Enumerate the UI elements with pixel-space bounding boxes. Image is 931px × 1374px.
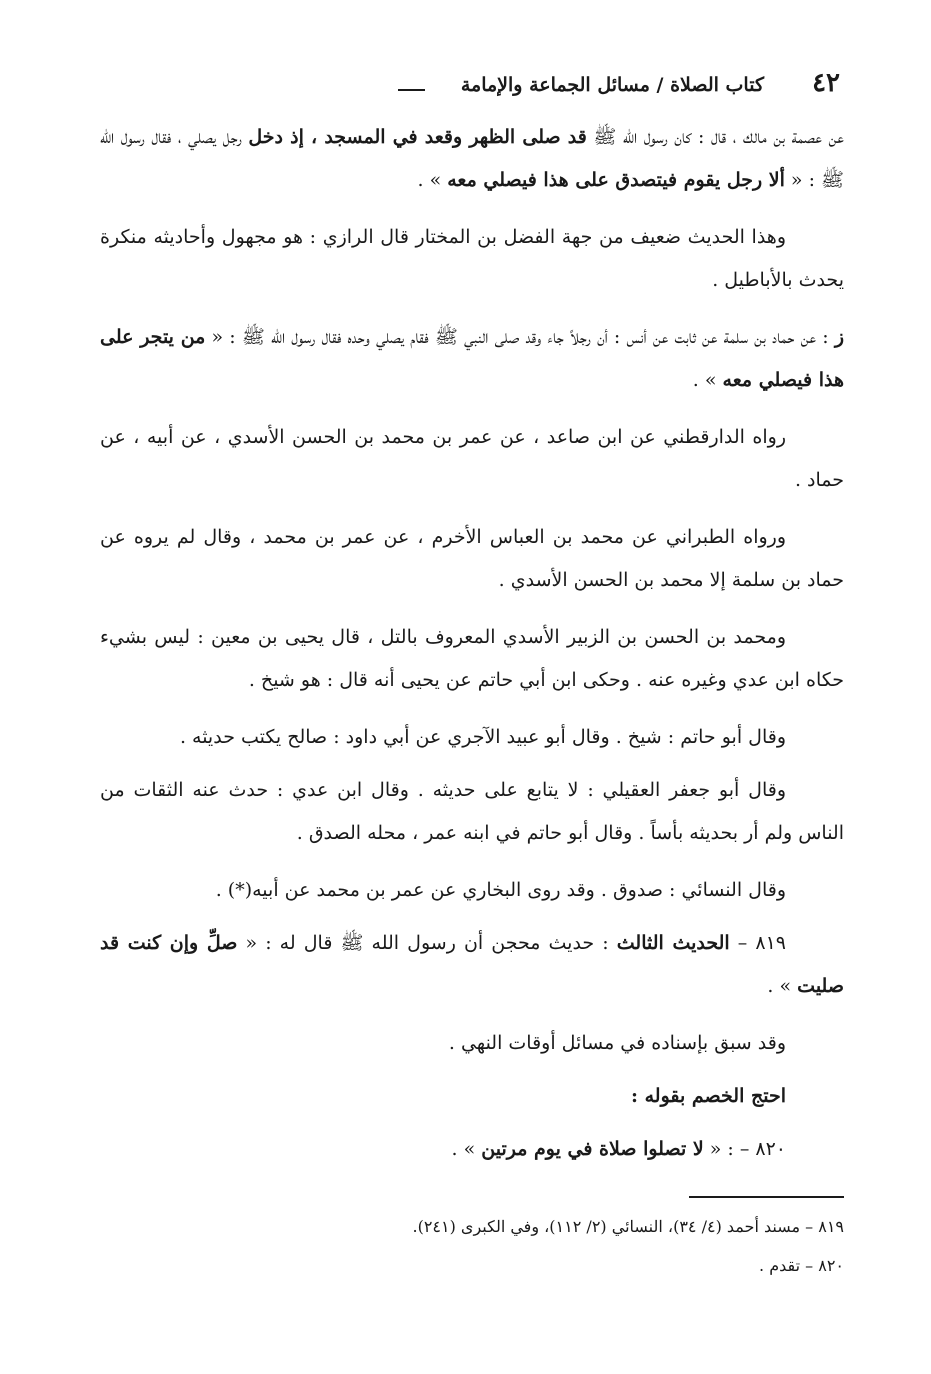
bold-quote: لا تصلوا صلاة في يوم مرتين	[481, 1138, 704, 1160]
bold-text: قد صلى الظهر وقعد في المسجد ، إذ دخل	[248, 126, 587, 148]
text-run: » .	[451, 1138, 482, 1160]
paragraph-5: ورواه الطبراني عن محمد بن العباس الأخرم ، عن عمر بن محمد ، وقال لم يروه عن حماد بن سلمة إلا محمد بن الحسن الأسدي .	[100, 526, 844, 591]
paragraph-11: وقد سبق بإسناده في مسائل أوقات النهي .	[448, 1032, 786, 1054]
text-run: » .	[692, 369, 723, 391]
paragraph-1	[100, 116, 844, 202]
footnote-820: ٨٢٠ – تقدم .	[759, 1256, 844, 1275]
section-heading: احتج الخصم بقوله :	[630, 1085, 786, 1107]
paragraph-2: وهذا الحديث ضعيف من جهة الفضل بن المختار قال الرازي : هو مجهول وأحاديثه منكرة يحدث بالأباطيل .	[100, 226, 844, 291]
running-title: كتاب الصلاة / مسائل الجماعة والإمامة	[460, 74, 764, 96]
hadith-number: ٨١٩ –	[729, 932, 786, 954]
paragraph-7: وقال أبو حاتم : شيخ . وقال أبو عبيد الآجري عن أبي داود : صالح يكتب حديثه .	[179, 726, 786, 748]
bold-quote: صلِّ وإن كنت قد صليت	[100, 932, 844, 997]
bold-quote: من يتجر على هذا فيصلي معه	[100, 326, 844, 391]
paragraph-3	[100, 316, 844, 402]
text-run: : عن حماد بن سلمة عن ثابت عن أنس : أن رجلاً جاء وقد صلى النبي ﷺ فقام يصلي وحده فقال رسول الله ﷺ : «	[205, 326, 835, 348]
page-number: ٤٢	[812, 68, 840, 98]
section-heading: الحديث الثالث	[616, 932, 730, 954]
header-rule	[398, 89, 425, 91]
paragraph-9: وقال النسائي : صدوق . وقد روى البخاري عن عمر بن محمد عن أبيه(*) .	[215, 879, 786, 901]
text-run: » .	[767, 975, 798, 997]
paragraph-10	[100, 922, 844, 1008]
paragraph-6: ومحمد بن الحسن بن الزبير الأسدي المعروف بالتل ، قال يحيى بن معين : ليس بشيء حكاه ابن عدي وغيره عنه . وحكى ابن أبي حاتم عن يحيى أنه قال : هو شيخ .	[100, 626, 844, 691]
text-run: عن عصمة بن مالك ، قال : كان رسول الله ﷺ	[586, 126, 844, 148]
page-header	[98, 68, 840, 108]
bold-quote: ألا رجل يقوم فيتصدق على هذا فيصلي معه	[447, 169, 785, 191]
paragraph-8: وقال أبو جعفر العقيلي : لا يتابع على حديثه . وقال ابن عدي : حدث عنه الثقات من الناس ولم أر بحديثه بأساً . وقال أبو حاتم في ابنه عمر ، محله الصدق .	[100, 779, 844, 844]
hadith-number: ٨٢٠ – : «	[703, 1138, 786, 1160]
text-run: : حديث محجن أن رسول الله ﷺ قال له : «	[237, 932, 617, 954]
paragraph-13	[100, 1128, 844, 1171]
footnote-rule	[689, 1196, 844, 1198]
text-run: » .	[417, 169, 448, 191]
text-run: رجل يصلي ، فقال رسول الله ﷺ : «	[100, 126, 844, 191]
page-body	[100, 116, 844, 1185]
paragraph-12	[100, 1075, 844, 1118]
marker-letter: ز	[834, 326, 844, 348]
paragraph-4: رواه الدارقطني عن ابن صاعد ، عن عمر بن محمد بن الحسن الأسدي ، عن أبيه ، عن حماد .	[100, 426, 844, 491]
footnote-819: ٨١٩ – مسند أحمد (٤/ ٣٤)، النسائي (٢/ ١١٢)، وفي الكبرى (٢٤١).	[412, 1217, 844, 1236]
